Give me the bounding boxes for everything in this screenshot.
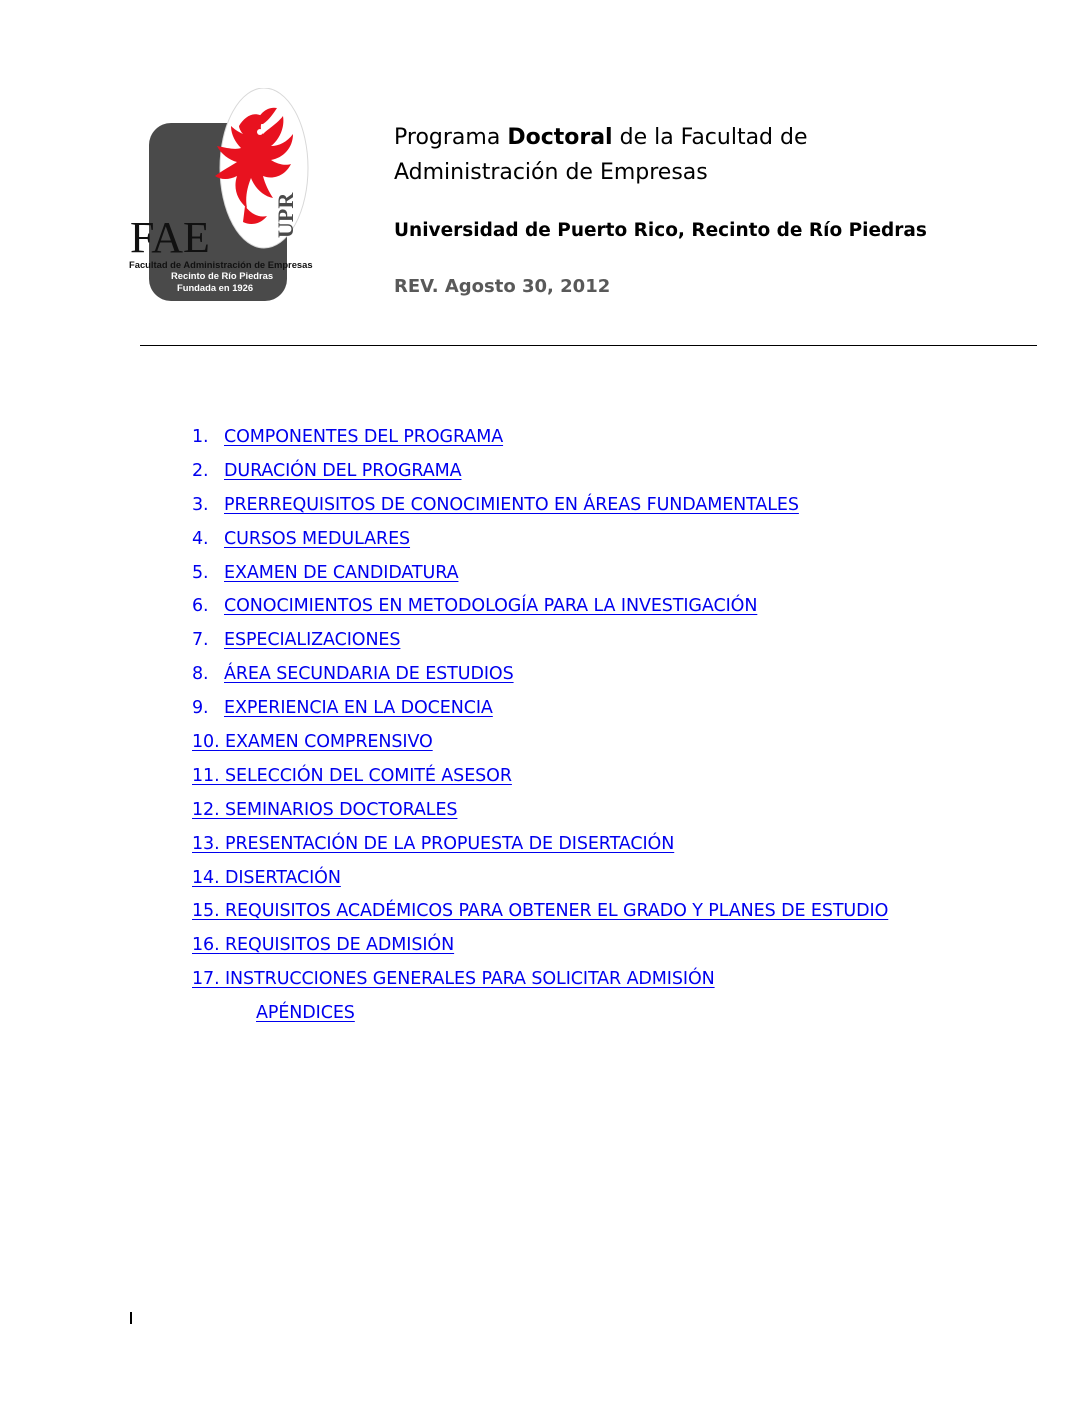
toc-item-appendix	[192, 999, 888, 1033]
toc-link-14[interactable]: 14. DISERTACIÓN	[192, 867, 341, 888]
toc-link-11[interactable]: 11. SELECCIÓN DEL COMITÉ ASESOR	[192, 765, 512, 786]
table-of-contents	[192, 423, 888, 1033]
logo-caption-line-2: Recinto de Río Piedras	[171, 270, 274, 281]
toc-item	[192, 626, 888, 660]
toc-item	[192, 525, 888, 559]
toc-link-10[interactable]: 10. EXAMEN COMPRENSIVO	[192, 732, 433, 753]
toc-item	[192, 728, 888, 762]
logo-caption-line-3: Fundada en 1926	[177, 282, 254, 293]
toc-item	[192, 897, 888, 931]
revision-date: REV. Agosto 30, 2012	[394, 276, 611, 297]
toc-link-8[interactable]: 8. ÁREA SECUNDARIA DE ESTUDIOS	[192, 664, 514, 685]
toc-link-3[interactable]: 3. PRERREQUISITOS DE CONOCIMIENTO EN ÁREAS FUNDAMENTALES	[192, 494, 799, 515]
logo-initials: FAE	[130, 213, 210, 262]
toc-item	[192, 965, 888, 999]
toc-link-6[interactable]: 6. CONOCIMIENTOS EN METODOLOGÍA PARA LA INVESTIGACIÓN	[192, 596, 758, 617]
toc-item	[192, 559, 888, 593]
toc-item	[192, 660, 888, 694]
toc-item	[192, 931, 888, 965]
document-subtitle: Universidad de Puerto Rico, Recinto de Río Piedras	[394, 220, 927, 241]
toc-link-12[interactable]: 12. SEMINARIOS DOCTORALES	[192, 799, 458, 820]
toc-item	[192, 830, 888, 864]
title-part-1: Programa	[394, 125, 508, 150]
toc-link-4[interactable]: 4. CURSOS MEDULARES	[192, 528, 411, 549]
toc-link-13[interactable]: 13. PRESENTACIÓN DE LA PROPUESTA DE DISERTACIÓN	[192, 833, 675, 854]
fae-logo	[127, 88, 327, 310]
title-part-2: de la Facultad de	[612, 125, 808, 150]
toc-link-5[interactable]: 5. EXAMEN DE CANDIDATURA	[192, 562, 459, 583]
logo-caption-line-1: Facultad de Administración de Empresas	[129, 259, 313, 270]
toc-item	[192, 864, 888, 898]
document-header	[394, 120, 1034, 300]
toc-link-1[interactable]: 1. COMPONENTES DEL PROGRAMA	[192, 427, 504, 447]
toc-link-2[interactable]: 2. DURACIÓN DEL PROGRAMA	[192, 460, 462, 481]
page-marker	[130, 1312, 132, 1324]
header-divider	[140, 345, 1037, 346]
toc-link-appendices[interactable]: APÉNDICES	[256, 1003, 355, 1024]
toc-item	[192, 694, 888, 728]
toc-link-16[interactable]: 16. REQUISITOS DE ADMISIÓN	[192, 935, 455, 956]
toc-link-9[interactable]: 9. EXPERIENCIA EN LA DOCENCIA	[192, 698, 493, 719]
title-line-2: Administración de Empresas	[394, 160, 708, 185]
toc-item	[192, 796, 888, 830]
toc-link-17[interactable]: 17. INSTRUCCIONES GENERALES PARA SOLICITAR ADMISIÓN	[192, 969, 715, 990]
toc-link-7[interactable]: 7. ESPECIALIZACIONES	[192, 630, 401, 651]
document-title	[394, 120, 1034, 190]
logo-emblem-text: UPR	[273, 192, 298, 238]
toc-item	[192, 592, 888, 626]
toc-link-15[interactable]: 15. REQUISITOS ACADÉMICOS PARA OBTENER EL GRADO Y PLANES DE ESTUDIO	[192, 901, 889, 922]
toc-item	[192, 762, 888, 796]
title-bold-word: Doctoral	[507, 125, 613, 150]
toc-item	[192, 423, 888, 457]
toc-item	[192, 457, 888, 491]
toc-item	[192, 491, 888, 525]
